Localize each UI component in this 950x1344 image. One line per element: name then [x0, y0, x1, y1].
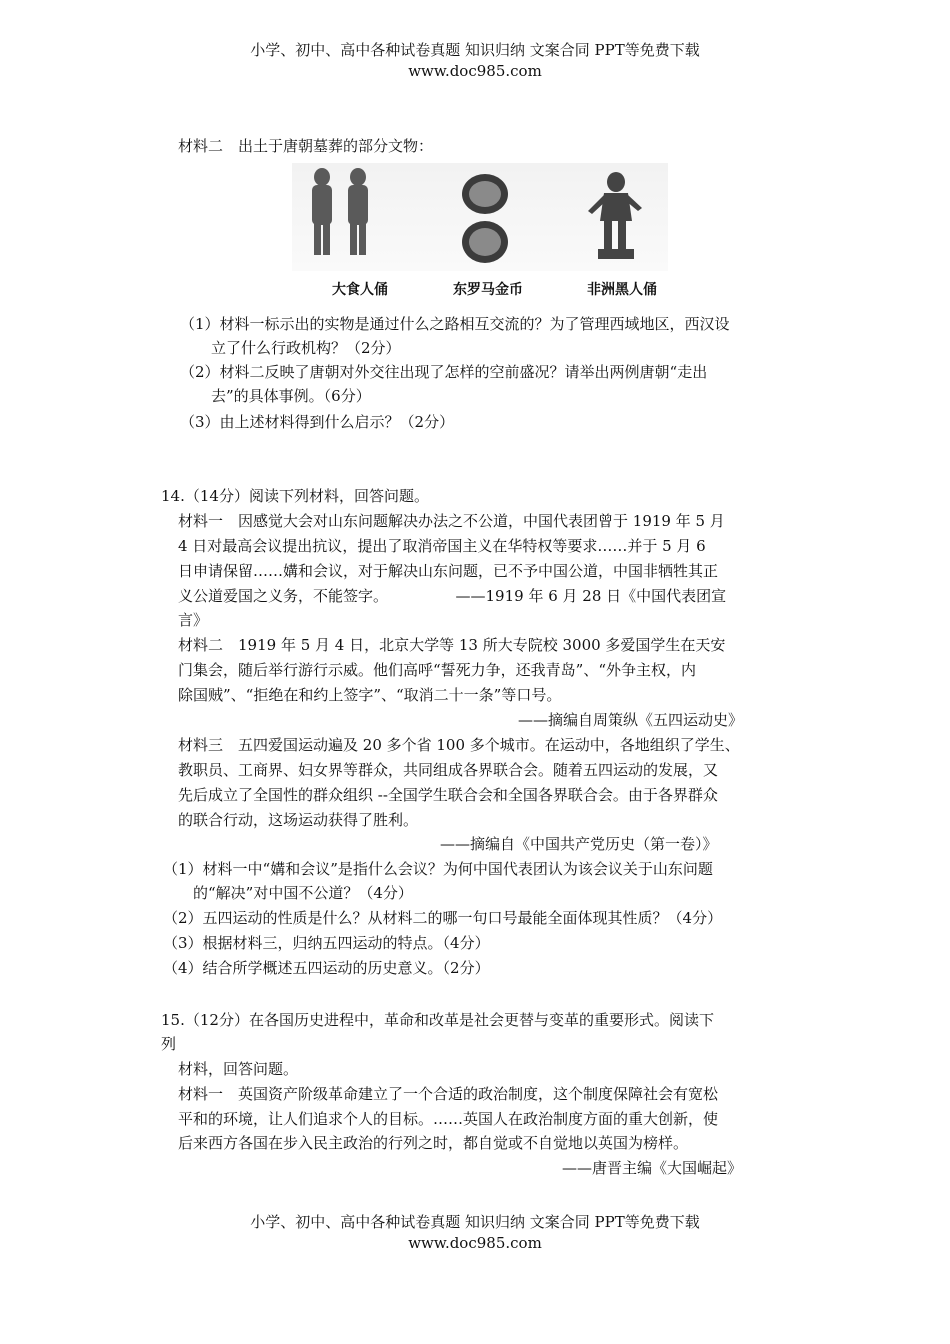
- q15-title-cont: 材料，回答问题。: [178, 1060, 299, 1078]
- q14-material1-line: 日申请保留……媾和会议，对于解决山东问题，已不予中国公道，中国非牺牲其正: [178, 562, 719, 580]
- q13-question-2: （2）材料二反映了唐朝对外交往出现了怎样的空前盛况？请举出两例唐朝“走出: [180, 363, 708, 381]
- q15-material1-line: 材料一 英国资产阶级革命建立了一个合适的政治制度，这个制度保障社会有宽松: [178, 1085, 719, 1103]
- q14-title: 14.（14分）阅读下列材料，回答问题。: [161, 487, 429, 505]
- gold-coin-icon: [462, 174, 508, 263]
- q14-material1-line: 4 日对最高会议提出抗议，提出了取消帝国主义在华特权等要求……并于 5 月 6: [178, 537, 706, 555]
- figurine-pair-icon: [312, 168, 368, 255]
- q14-material3-line: 的联合行动，这场运动获得了胜利。: [178, 811, 419, 829]
- q15-material1-line: 后来西方各国在步入民主政治的行列之时，都自觉或不自觉地以英国为榜样。: [178, 1134, 689, 1152]
- q13-question-3: （3）由上述材料得到什么启示？（2分）: [180, 413, 455, 431]
- q14-question-2: （2）五四运动的性质是什么？从材料二的哪一句口号最能全面体现其性质？（4分）: [163, 909, 723, 927]
- q15-title-cont: 列: [161, 1035, 177, 1053]
- q14-question-3: （3）根据材料三，归纳五四运动的特点。（4分）: [163, 934, 490, 952]
- q14-material3-source: ——摘编自《中国共产党历史（第一卷）》: [440, 835, 718, 853]
- header-promo-text: 小学、初中、高中各种试卷真题 知识归纳 文案合同 PPT等免费下载: [250, 41, 700, 59]
- q14-material1-line: 言》: [178, 611, 209, 629]
- q14-material2-source: ——摘编自周策纵《五四运动史》: [518, 711, 744, 729]
- q13-material2-title: 材料二 出土于唐朝墓葬的部分文物：: [178, 137, 434, 155]
- q14-question-1: （1）材料一中“媾和会议”是指什么会议？为何中国代表团认为该会议关于山东问题: [163, 860, 713, 878]
- artifact-illustration: [292, 163, 668, 271]
- caption-african-figurine: 非洲黑人俑: [587, 282, 657, 298]
- q13-question-2-cont: 去”的具体事例。（6分）: [211, 387, 371, 405]
- q14-material3-line: 先后成立了全国性的群众组织 --全国学生联合会和全国各界联合会。由于各界群众: [178, 786, 718, 804]
- artifact-photo-strip: [292, 163, 668, 271]
- q14-question-1-cont: 的“解决”对中国不公道？（4分）: [193, 884, 413, 902]
- q14-material1-line: 材料一 因感觉大会对山东问题解决办法之不公道，中国代表团曾于 1919 年 5 月: [178, 512, 725, 530]
- q14-material3-line: 材料三 五四爱国运动遍及 20 多个省 100 多个城市。在运动中，各地组织了学生、: [178, 736, 740, 754]
- q14-material2-line: 材料二 1919 年 5 月 4 日，北京大学等 13 所大专院校 3000 多爱国学生在天安: [178, 636, 726, 654]
- caption-dashi-figurine: 大食人俑: [332, 282, 388, 298]
- q15-title: 15.（12分）在各国历史进程中，革命和改革是社会更替与变革的重要形式。阅读下: [161, 1011, 714, 1029]
- caption-roman-coin: 东罗马金币: [453, 282, 523, 298]
- q13-question-1-cont: 立了什么行政机构？（2分）: [211, 339, 401, 357]
- q14-material2-line: 除国贼”、“拒绝在和约上签字”、“取消二十一条”等口号。: [178, 686, 562, 704]
- q14-material3-line: 教职员、工商界、妇女界等群众，共同组成各界联合会。随着五四运动的发展，又: [178, 761, 719, 779]
- q14-material2-line: 门集会，随后举行游行示威。他们高呼“誓死力争，还我青岛”、“外争主权，内: [178, 661, 697, 679]
- q15-material1-line: 平和的环境，让人们追求个人的目标。……英国人在政治制度方面的重大创新，使: [178, 1110, 719, 1128]
- q15-material1-source: ——唐晋主编《大国崛起》: [562, 1159, 743, 1177]
- q14-material1-line: 义公道爱国之义务，不能签字。 ——1919 年 6 月 28 日《中国代表团宣: [178, 587, 727, 605]
- header-url: www.doc985.com: [408, 62, 542, 80]
- q14-question-4: （4）结合所学概述五四运动的历史意义。（2分）: [163, 959, 490, 977]
- q13-question-1: （1）材料一标示出的实物是通过什么之路相互交流的？为了管理西域地区，西汉设: [180, 315, 730, 333]
- footer-url: www.doc985.com: [408, 1234, 542, 1252]
- footer-promo-text: 小学、初中、高中各种试卷真题 知识归纳 文案合同 PPT等免费下载: [250, 1213, 700, 1231]
- figurine-single-icon: [588, 172, 642, 259]
